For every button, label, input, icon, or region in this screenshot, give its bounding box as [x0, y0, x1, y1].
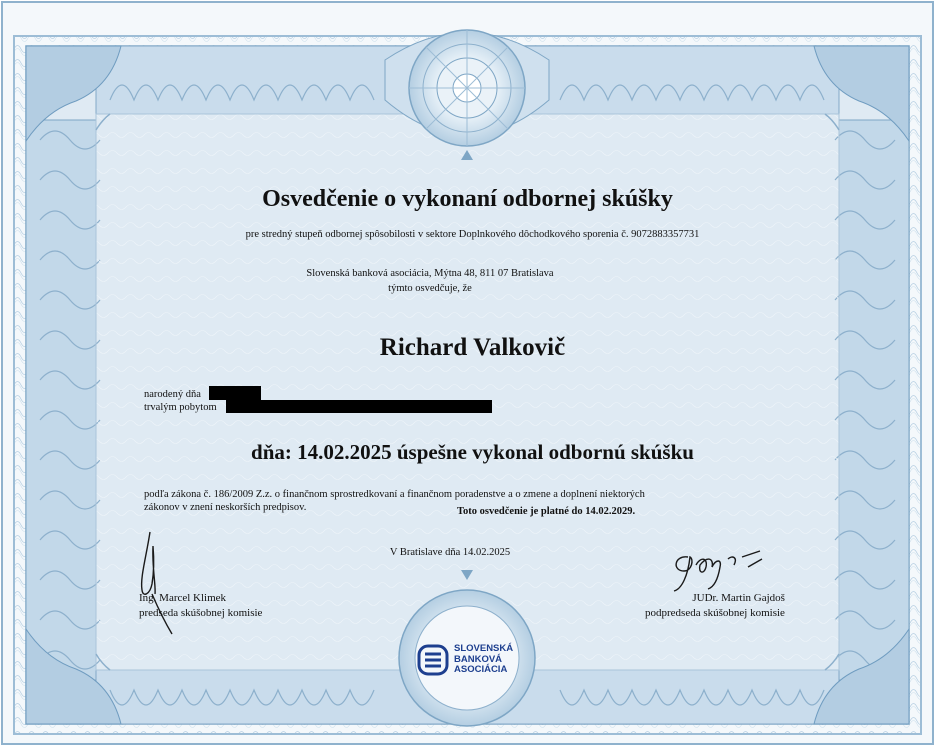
- certificate-title: Osvedčenie o vykonaní odbornej skúšky: [262, 186, 673, 212]
- logo-line-2: BANKOVÁ: [454, 653, 503, 665]
- birth-label: narodený dňa: [144, 389, 201, 400]
- redaction-residence: [226, 400, 492, 413]
- logo-line-3: ASOCIÁCIA: [454, 664, 508, 675]
- sba-logo-text: [454, 644, 513, 676]
- exam-passed-statement: dňa: 14.02.2025 úspešne vykonal odbornú skúšku: [251, 440, 694, 464]
- holder-name: Richard Valkovič: [379, 334, 566, 361]
- right-signatory-role: podpredseda skúšobnej komisie: [645, 607, 785, 619]
- validity-statement: Toto osvedčenie je platné do 14.02.2029.: [457, 506, 636, 517]
- issuer-line-2: týmto osvedčuje, že: [388, 283, 472, 294]
- certificate-subtitle: pre stredný stupeň odbornej spôsobilosti v sektore Doplnkového dôchodkového sporenia č. 9072883357731: [245, 229, 700, 240]
- issuer-block: [0, 266, 860, 296]
- place-and-date: V Bratislave dňa 14.02.2025: [389, 547, 511, 558]
- right-signatory: [645, 591, 785, 621]
- left-signatory: [139, 591, 262, 621]
- right-signature: [668, 545, 778, 595]
- right-signatory-name: JUDr. Martin Gajdoš: [692, 592, 785, 604]
- logo-line-1: SLOVENSKÁ: [454, 643, 514, 654]
- left-signatory-role: predseda skúšobnej komisie: [139, 607, 263, 619]
- left-signatory-name: Ing. Marcel Klimek: [139, 592, 227, 604]
- left-signature: [128, 528, 178, 638]
- residence-label: trvalým pobytom: [144, 402, 217, 413]
- redaction-birth-date: [209, 386, 261, 400]
- issuer-line: Slovenská banková asociácia, Mýtna 48, 811 07 Bratislava: [306, 268, 554, 279]
- law-reference: podľa zákona č. 186/2009 Z.z. o finančnom sprostredkovaní a finančnom poradenstve a o zmene a doplnení niektorých zákonov v znení neskorších predpisov.: [144, 489, 645, 513]
